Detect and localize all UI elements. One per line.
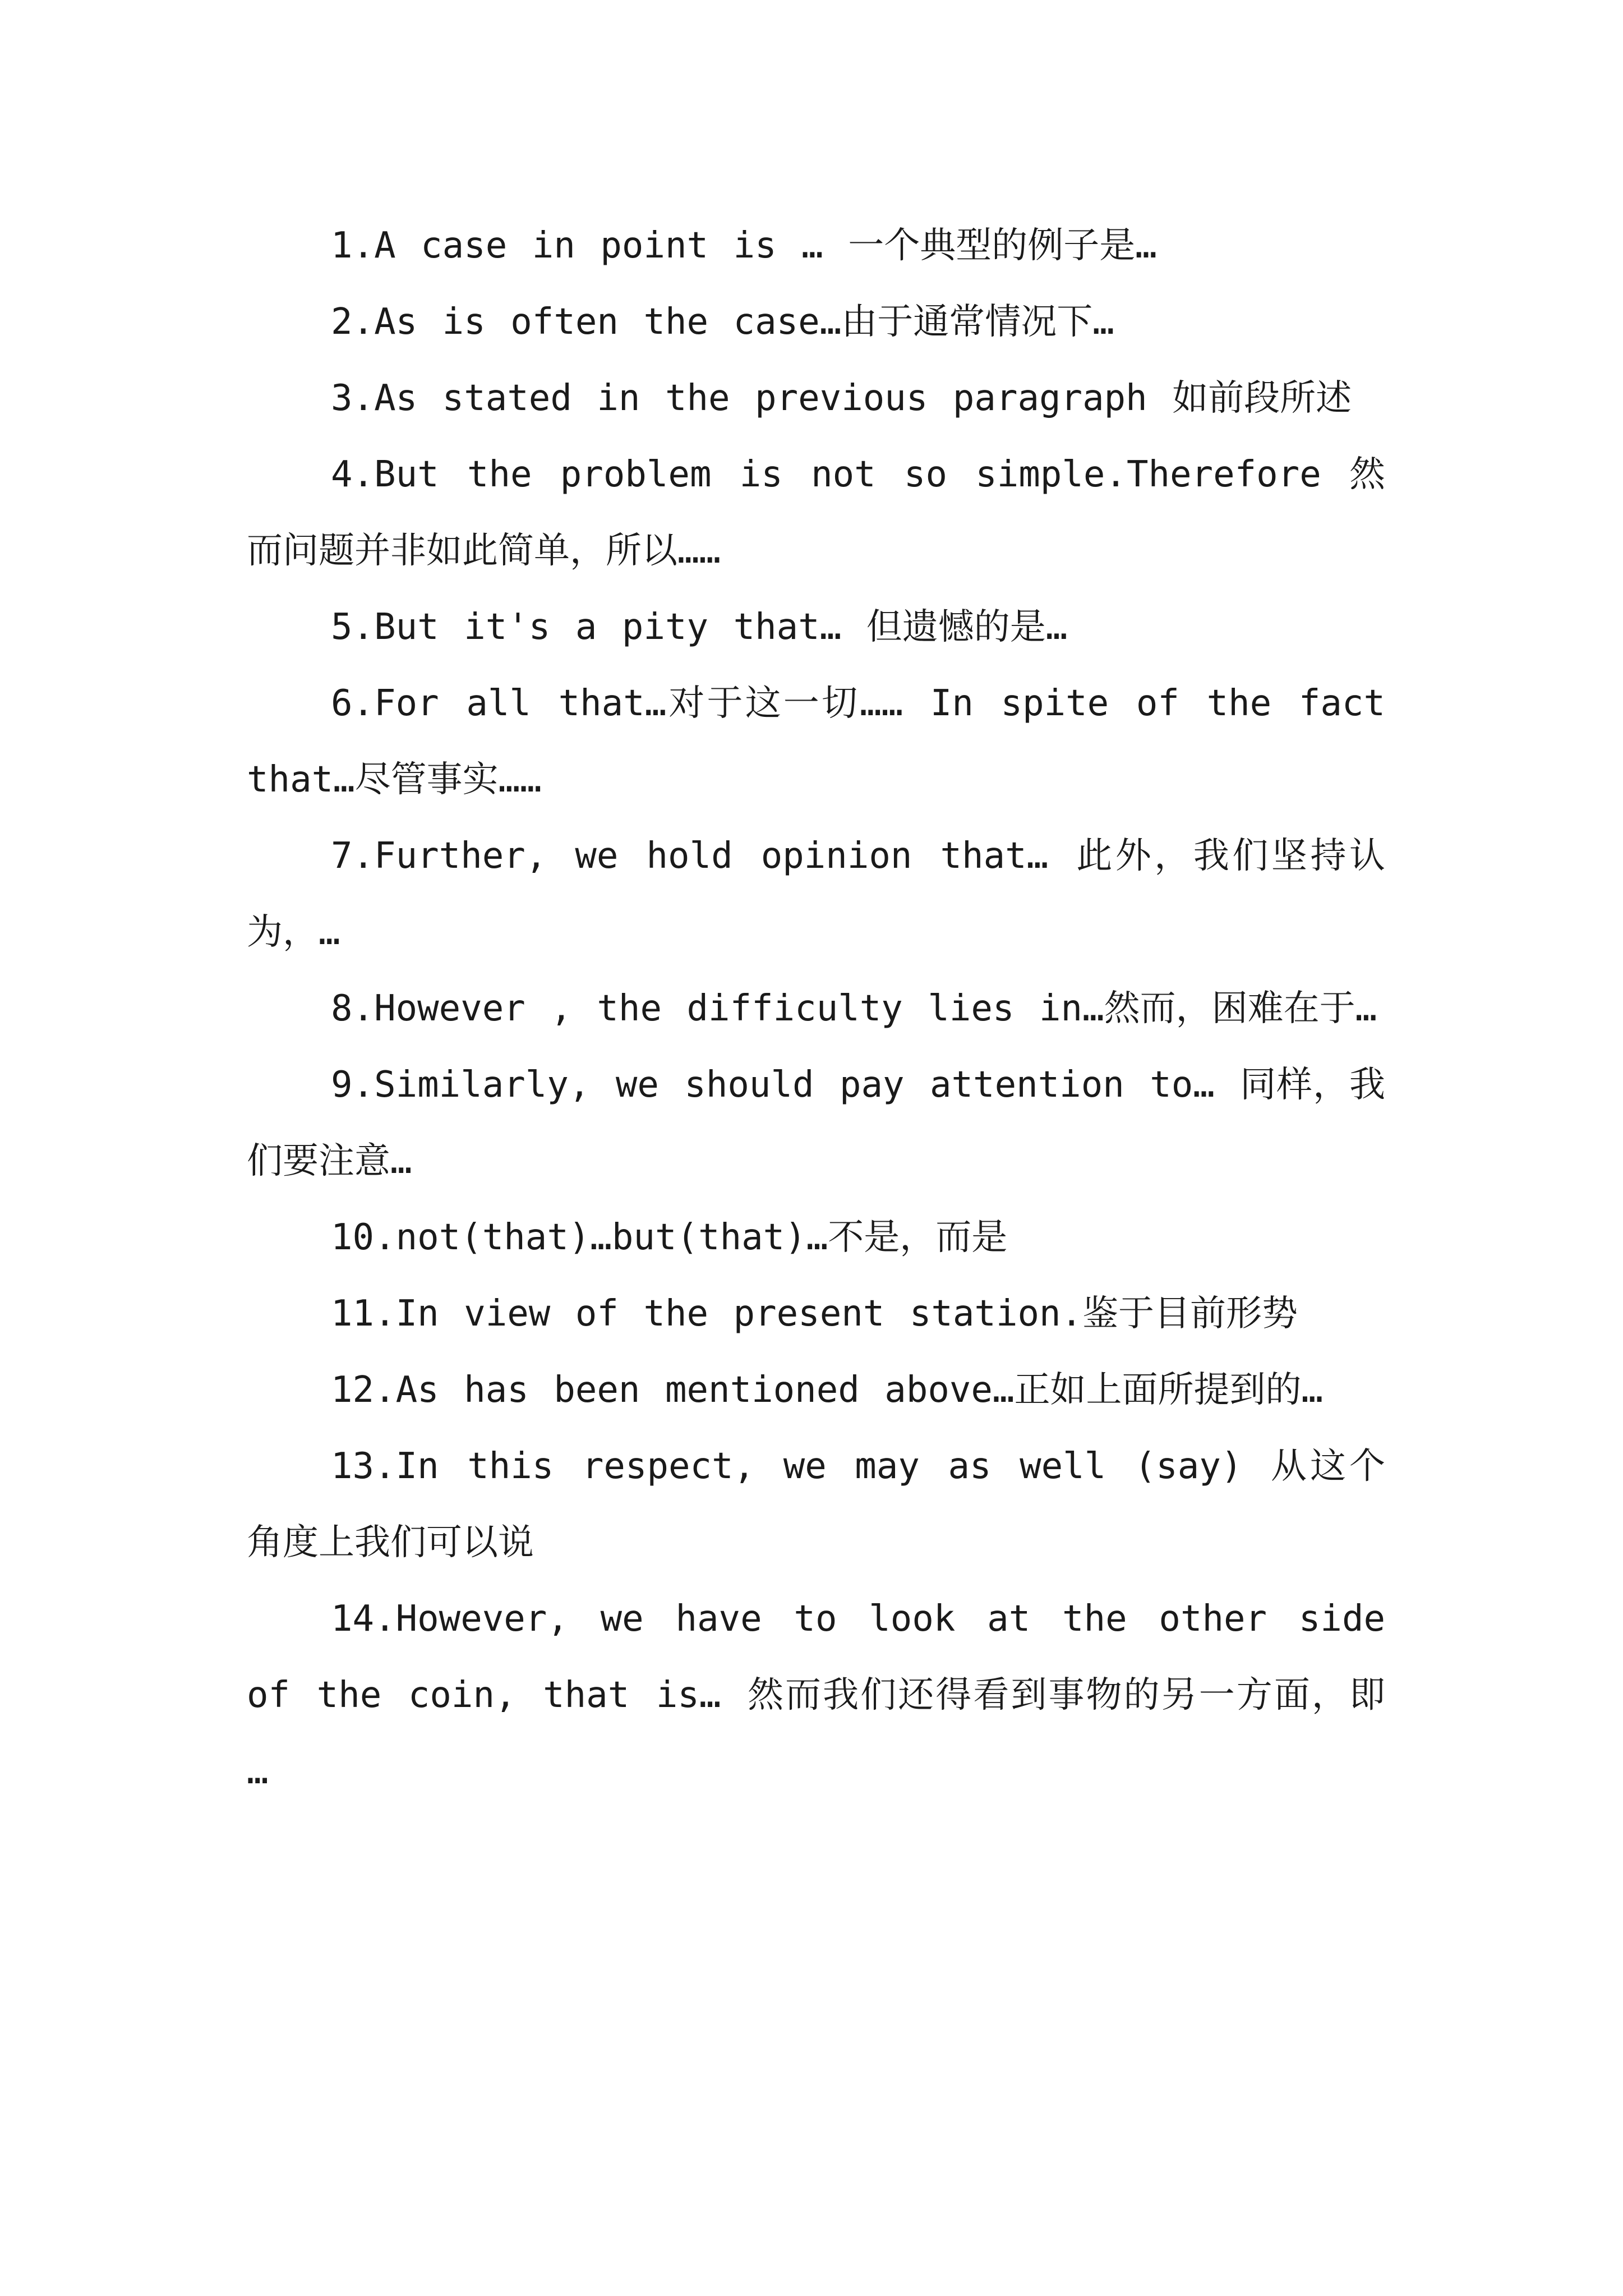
- phrase-item-6: 6.For all that…对于这一切…… In spite of the fact that…尽管事实……: [247, 683, 1385, 800]
- phrase-item-7: 7.Further, we hold opinion that… 此外，我们坚持认为，…: [247, 835, 1385, 953]
- phrase-item-3: 3.As stated in the previous paragraph 如前段所述: [331, 378, 1352, 419]
- phrase-item-13: 13.In this respect, we may as well (say) 从这个角度上我们可以说: [247, 1446, 1385, 1563]
- phrase-item-9: 9.Similarly, we should pay attention to… 同样，我们要注意…: [247, 1064, 1385, 1182]
- phrase-item-12: 12.As has been mentioned above…正如上面所提到的…: [331, 1369, 1323, 1411]
- phrase-item-2: 2.As is often the case…由于通常情况下…: [331, 301, 1114, 343]
- phrase-list: [247, 208, 1385, 1810]
- phrase-item-8: 8.However , the difficulty lies in…然而，困难在于…: [331, 988, 1377, 1029]
- phrase-item-1: 1.A case in point is … 一个典型的例子是…: [331, 225, 1157, 266]
- phrase-item-4: 4.But the problem is not so simple.Therefore 然而问题并非如此简单，所以……: [247, 454, 1385, 572]
- phrase-item-5: 5.But it's a pity that… 但遗憾的是…: [331, 606, 1068, 648]
- phrase-item-14: 14.However, we have to look at the other side of the coin, that is… 然而我们还得看到事物的另一方面，即 …: [247, 1598, 1385, 1792]
- phrase-item-10: 10.not(that)…but(that)…不是，而是: [331, 1217, 1008, 1258]
- phrase-item-11: 11.In view of the present station.鉴于目前形势: [331, 1293, 1298, 1335]
